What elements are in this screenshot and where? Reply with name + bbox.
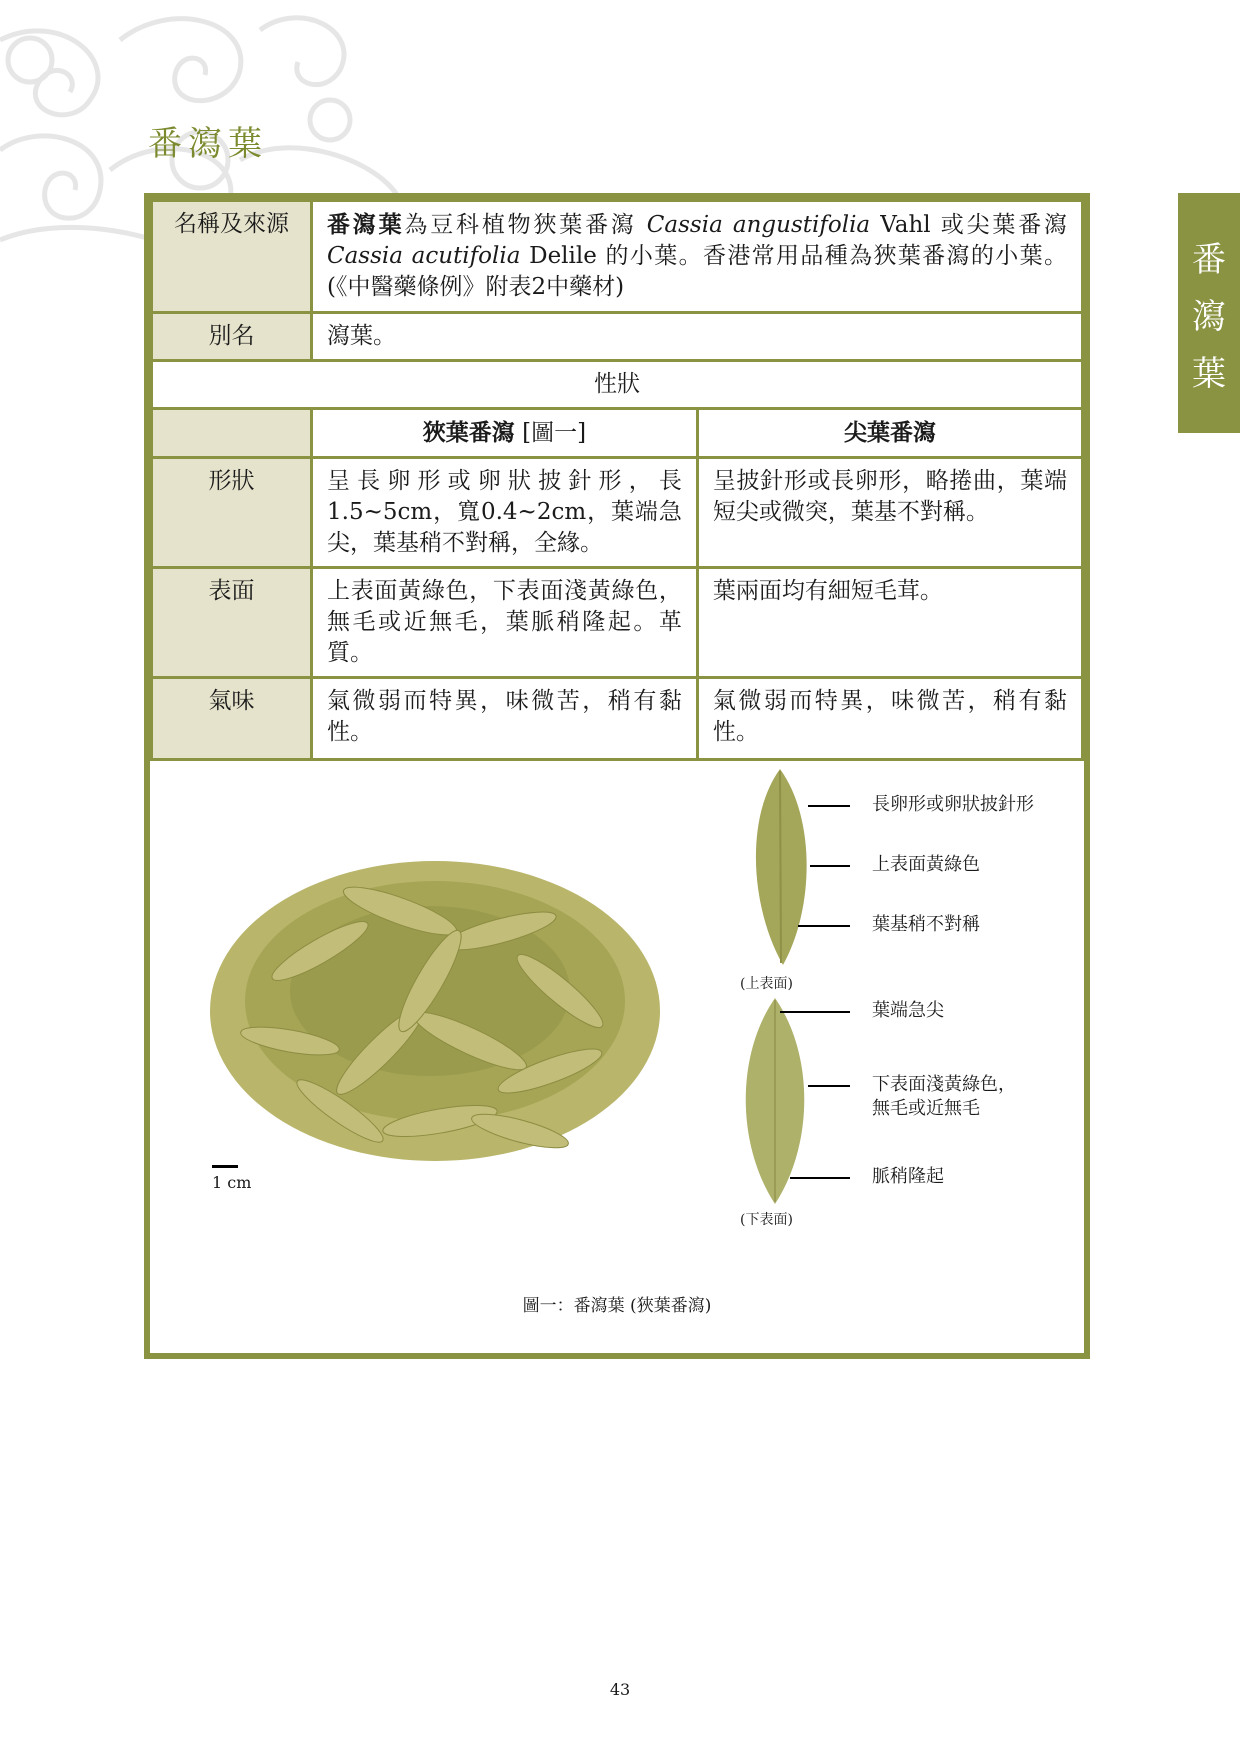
pointed-cell: 呈披針形或長卵形，略捲曲，葉端短尖或微突，葉基不對稱。	[697, 458, 1082, 568]
alias-row	[152, 313, 1083, 361]
alias-value: 瀉葉。	[312, 313, 1083, 361]
property-row	[152, 568, 1083, 678]
row-label: 表面	[152, 568, 312, 678]
leader-line	[808, 805, 850, 807]
annotation-lower-color: 下表面淺黃綠色，	[872, 1074, 1016, 1095]
upper-surface-label: (上表面)	[740, 976, 793, 992]
figure-area	[150, 751, 1084, 1353]
narrow-cell: 上表面黃綠色，下表面淺黃綠色，無毛或近無毛，葉脈稍隆起。革質。	[312, 568, 698, 678]
row-label: 別名	[152, 313, 312, 361]
narrow-cell: 氣微弱而特異，味微苦，稍有黏性。	[312, 678, 698, 760]
column-header-text: 狹葉番瀉	[422, 419, 515, 446]
leaf-pile-image	[200, 751, 670, 1231]
monograph-frame	[144, 193, 1090, 1359]
lower-surface-label: (下表面)	[740, 1212, 793, 1228]
column-header-pointed: 尖葉番瀉	[697, 409, 1082, 458]
side-tab-char: 葉	[1192, 353, 1226, 394]
column-header-row	[152, 409, 1083, 458]
annotation-tip: 葉端急尖	[872, 1000, 944, 1021]
latin-name: Cassia angustifolia	[646, 212, 871, 238]
name-source-text	[312, 201, 1083, 313]
annotation-veins: 脈稍隆起	[872, 1166, 944, 1187]
leader-line	[810, 865, 850, 867]
row-label: 氣味	[152, 678, 312, 760]
upper-leaf-image	[745, 767, 815, 967]
lower-leaf-image	[735, 996, 815, 1206]
property-row	[152, 678, 1083, 760]
leader-line	[798, 925, 850, 927]
pointed-cell: 氣微弱而特異，味微苦，稍有黏性。	[697, 678, 1082, 760]
page-number: 43	[609, 1680, 631, 1699]
text-part: 為豆科植物狹葉番瀉	[404, 212, 647, 238]
annotation-upper-color: 上表面黃綠色	[872, 854, 980, 875]
narrow-cell: 呈長卵形或卵狀披針形，長1.5~5cm，寬0.4~2cm，葉端急尖，葉基稍不對稱，全緣。	[312, 458, 698, 568]
scale-label: 1 cm	[212, 1173, 252, 1192]
annotation-shape: 長卵形或卵狀披針形	[872, 794, 1034, 815]
property-row	[152, 458, 1083, 568]
leader-line	[790, 1177, 850, 1179]
row-label: 名稱及來源	[152, 201, 312, 313]
text-part: Vahl 或尖葉番瀉	[870, 212, 1067, 238]
annotation-lower-color-2: 無毛或近無毛	[872, 1098, 980, 1119]
figure-ref: [圖一]	[514, 420, 587, 446]
annotation-base: 葉基稍不對稱	[872, 914, 980, 935]
scale-bar	[212, 1165, 238, 1168]
side-tab-char: 番	[1192, 239, 1226, 280]
side-tab-char: 瀉	[1192, 296, 1226, 337]
latin-name: Cassia acutifolia	[327, 243, 521, 269]
side-tab	[1178, 193, 1240, 433]
page-title: 番瀉葉	[148, 124, 268, 164]
name-source-row	[152, 201, 1083, 313]
monograph-table	[150, 199, 1084, 761]
pointed-cell: 葉兩面均有細短毛茸。	[697, 568, 1082, 678]
section-header: 性狀	[152, 361, 1083, 409]
column-header-narrow	[312, 409, 698, 458]
herb-name-bold: 番瀉葉	[327, 211, 405, 238]
leader-line	[780, 1011, 850, 1013]
text-part: Delile 的小葉。香港常用品種為狹葉番瀉的小葉。(《中醫藥條例》附表2中藥材)	[327, 243, 1067, 300]
leader-line	[808, 1085, 850, 1087]
row-label: 形狀	[152, 458, 312, 568]
blank-cell	[152, 409, 312, 458]
section-header-row	[152, 361, 1083, 409]
figure-caption: 圖一：番瀉葉 (狹葉番瀉)	[522, 1296, 712, 1316]
